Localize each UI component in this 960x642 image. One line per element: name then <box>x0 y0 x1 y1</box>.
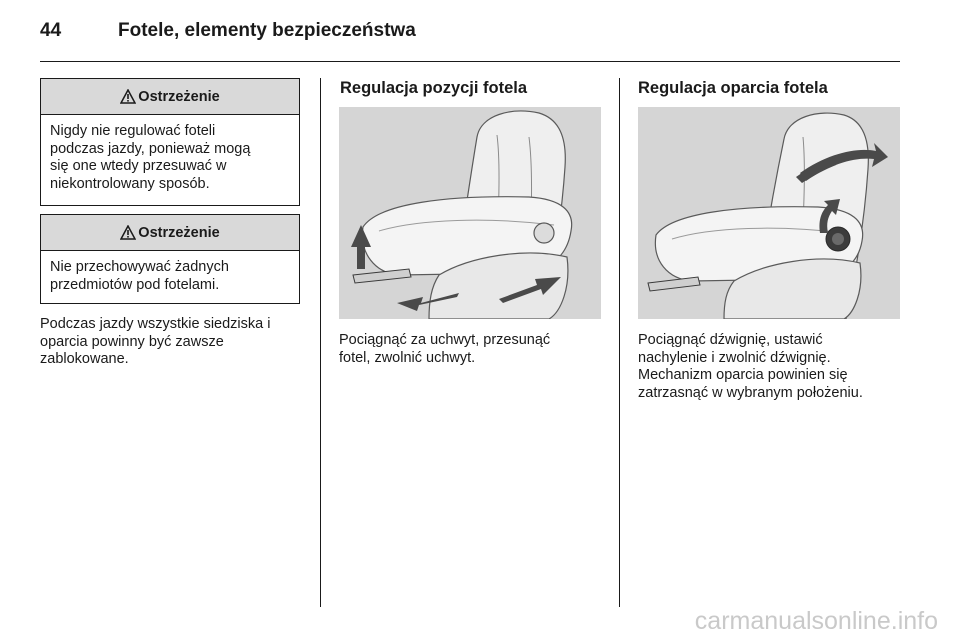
warning-triangle-icon <box>120 89 136 104</box>
warning-text-2 <box>41 251 299 304</box>
warning-box-2 <box>40 214 300 304</box>
warning-triangle-icon <box>120 225 136 240</box>
paragraph-line: oparcia powinny być zawsze <box>40 333 224 350</box>
backrest-illustration <box>638 107 900 319</box>
warning-text-line: Nie przechowywać żadnych <box>50 259 229 275</box>
paragraph-line: nachylenie i zwolnić dźwignię. <box>638 349 831 366</box>
column-divider-left <box>320 78 321 607</box>
seat-position-paragraph <box>339 332 550 367</box>
paragraph-line: Podczas jazdy wszystkie siedziska i <box>40 316 271 332</box>
warning-text-line: podczas jazdy, ponieważ mogą <box>50 140 251 157</box>
warning-heading-2: Ostrzeżenie <box>138 224 220 241</box>
warning-header-1 <box>41 79 299 115</box>
header-divider <box>40 61 900 62</box>
column-divider-right <box>619 78 620 607</box>
warning-box-1 <box>40 78 300 206</box>
paragraph-line: Mechanizm oparcia powinien się <box>638 367 848 383</box>
warning-header-2 <box>41 215 299 251</box>
paragraph-line: fotel, zwolnić uchwyt. <box>339 349 476 366</box>
paragraph-line: zablokowane. <box>40 351 129 367</box>
seat-lock-paragraph <box>40 316 270 369</box>
paragraph-line: Pociągnąć za uchwyt, przesunąć <box>339 332 551 348</box>
watermark: carmanualsonline.info <box>694 607 938 635</box>
warning-text-line: niekontrolowany sposób. <box>50 175 210 192</box>
warning-text-1 <box>41 115 299 203</box>
page-title: Fotele, elementy bezpieczeństwa <box>118 20 416 41</box>
section-heading-seat-position: Regulacja pozycji fotela <box>340 79 528 97</box>
backrest-paragraph <box>638 332 863 402</box>
seat-position-illustration <box>339 107 601 319</box>
paragraph-line: Pociągnąć dźwignię, ustawić <box>638 332 823 348</box>
paragraph-line: zatrzasnąć w wybranym położeniu. <box>638 384 863 401</box>
warning-text-line: przedmiotów pod fotelami. <box>50 276 220 293</box>
seat-backrest-adjustment-illustration-icon <box>638 107 900 319</box>
warning-text-line: się one wtedy przesuwać w <box>50 158 227 174</box>
section-heading-backrest: Regulacja oparcia fotela <box>638 79 828 97</box>
page-number: 44 <box>40 20 62 41</box>
warning-heading-1: Ostrzeżenie <box>138 88 220 105</box>
warning-text-line: Nigdy nie regulować foteli <box>50 123 216 139</box>
seat-position-adjustment-illustration-icon <box>339 107 601 319</box>
